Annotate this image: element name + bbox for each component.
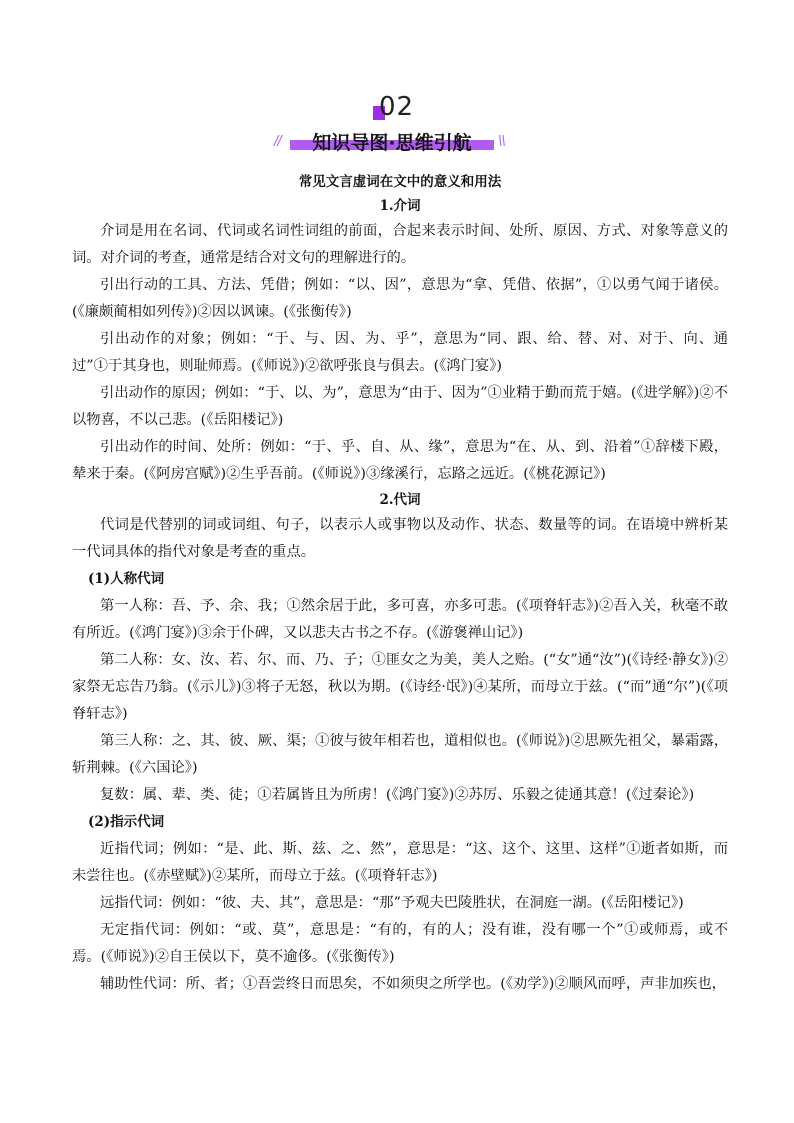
paragraph: 引出动作的时间、处所：例如：“于、乎、自、从、缘”，意思为“在、从、到、沿着”①辞楼下殿，辇来于秦。(《阿房宫赋》)②生乎吾前。(《师说》)③缘溪行，忘路之远近。(《桃花源记》) (72, 439, 728, 482)
paragraph: 复数：属、辈、类、徒；①若属皆且为所虏！(《鸿门宴》)②苏厉、乐毅之徒通其意！(《过秦论》) (100, 787, 695, 803)
paragraph: 辅助性代词：所、者；①吾尝终日而思矣，不如须臾之所学也。(《劝学》)②顺风而呼，声非加疾也， (100, 976, 726, 992)
paragraph: 远指代词：例如：“彼、夫、其”，意思是：“那”予观夫巴陵胜状，在洞庭一湖。(《岳阳楼记》) (100, 895, 684, 911)
section-heading-prepositions: 1.介词 (379, 198, 421, 214)
document-title: 常见文言虚词在文中的意义和用法 (298, 174, 502, 190)
section-header (0, 92, 794, 162)
paragraph: 引出动作的对象；例如：“于、与、因、为、乎”，意思为“同、跟、给、替、对、对于、向、通过”①于其身也，则耻师焉。(《师说》)②欲呼张良与俱去。(《鸿门宴》) (72, 331, 728, 374)
section-number: 02 (379, 92, 415, 122)
paragraph: 代词是代替别的词或词组、句子，以表示人或事物以及动作、状态、数量等的词。在语境中辨析某一代词具体的指代对象是考查的重点。 (72, 517, 728, 560)
subheading-demonstrative-pronouns: (2)指示代词 (88, 814, 165, 830)
paragraph: 近指代词；例如：“是、此、斯、兹、之、然”，意思是：“这、这个、这里、这样”①逝者如斯，而未尝往也。(《赤壁赋》)②某所，而母立于兹。(《项脊轩志》) (72, 841, 728, 884)
paragraph: 引出行动的工具、方法、凭借；例如：“以、因”，意思为“拿、凭借、依据”，①以勇气闻于诸侯。(《廉颇蔺相如列传》)②因以讽谏。(《张衡传》) (72, 277, 728, 320)
paragraph: 第一人称：吾、予、余、我；①然余居于此，多可喜，亦多可悲。(《项脊轩志》)②吾入关，秋毫不敢有所近。(《鸿门宴》)③余于仆碑，又以悲夫古书之不存。(《游褒禅山记》) (72, 598, 728, 641)
paragraph: 引出动作的原因；例如：“于、以、为”，意思为“由于、因为”①业精于勤而荒于嬉。(《进学解》)②不以物喜，不以己悲。(《岳阳楼记》) (72, 385, 728, 428)
section-banner (290, 128, 494, 152)
document-body (72, 170, 728, 998)
banner-title: 知识导图·思维引航 (312, 132, 472, 154)
section-heading-pronouns: 2.代词 (379, 492, 421, 508)
paragraph: 介词是用在名词、代词或名词性词组的前面，合起来表示时间、处所、原因、方式、对象等意义的词。对介词的考查，通常是结合对文句的理解进行的。 (72, 223, 728, 266)
subheading-personal-pronouns: (1)人称代词 (88, 571, 165, 587)
decorative-slashes-right: \\ (498, 134, 505, 149)
paragraph: 无定指代词：例如：“或、莫”，意思是：“有的，有的人；没有谁，没有哪一个”①或师焉，或不焉。(《师说》)②自王侯以下，莫不逾侈。(《张衡传》) (72, 922, 728, 965)
paragraph: 第二人称：女、汝、若、尔、而、乃、子；①匪女之为美，美人之贻。(“女”通“汝”)(《诗经·静女》)②家祭无忘告乃翁。(《示儿》)③将子无怒，秋以为期。(《诗经·氓》)④某所，而母立于兹。(“而”通“尔”)(《项脊轩志》) (72, 652, 728, 722)
decorative-slashes-left: // (274, 134, 281, 149)
paragraph: 第三人称：之、其、彼、厥、渠；①彼与彼年相若也，道相似也。(《师说》)②思厥先祖父，暴霜露，斩荆棘。(《六国论》) (72, 733, 728, 776)
